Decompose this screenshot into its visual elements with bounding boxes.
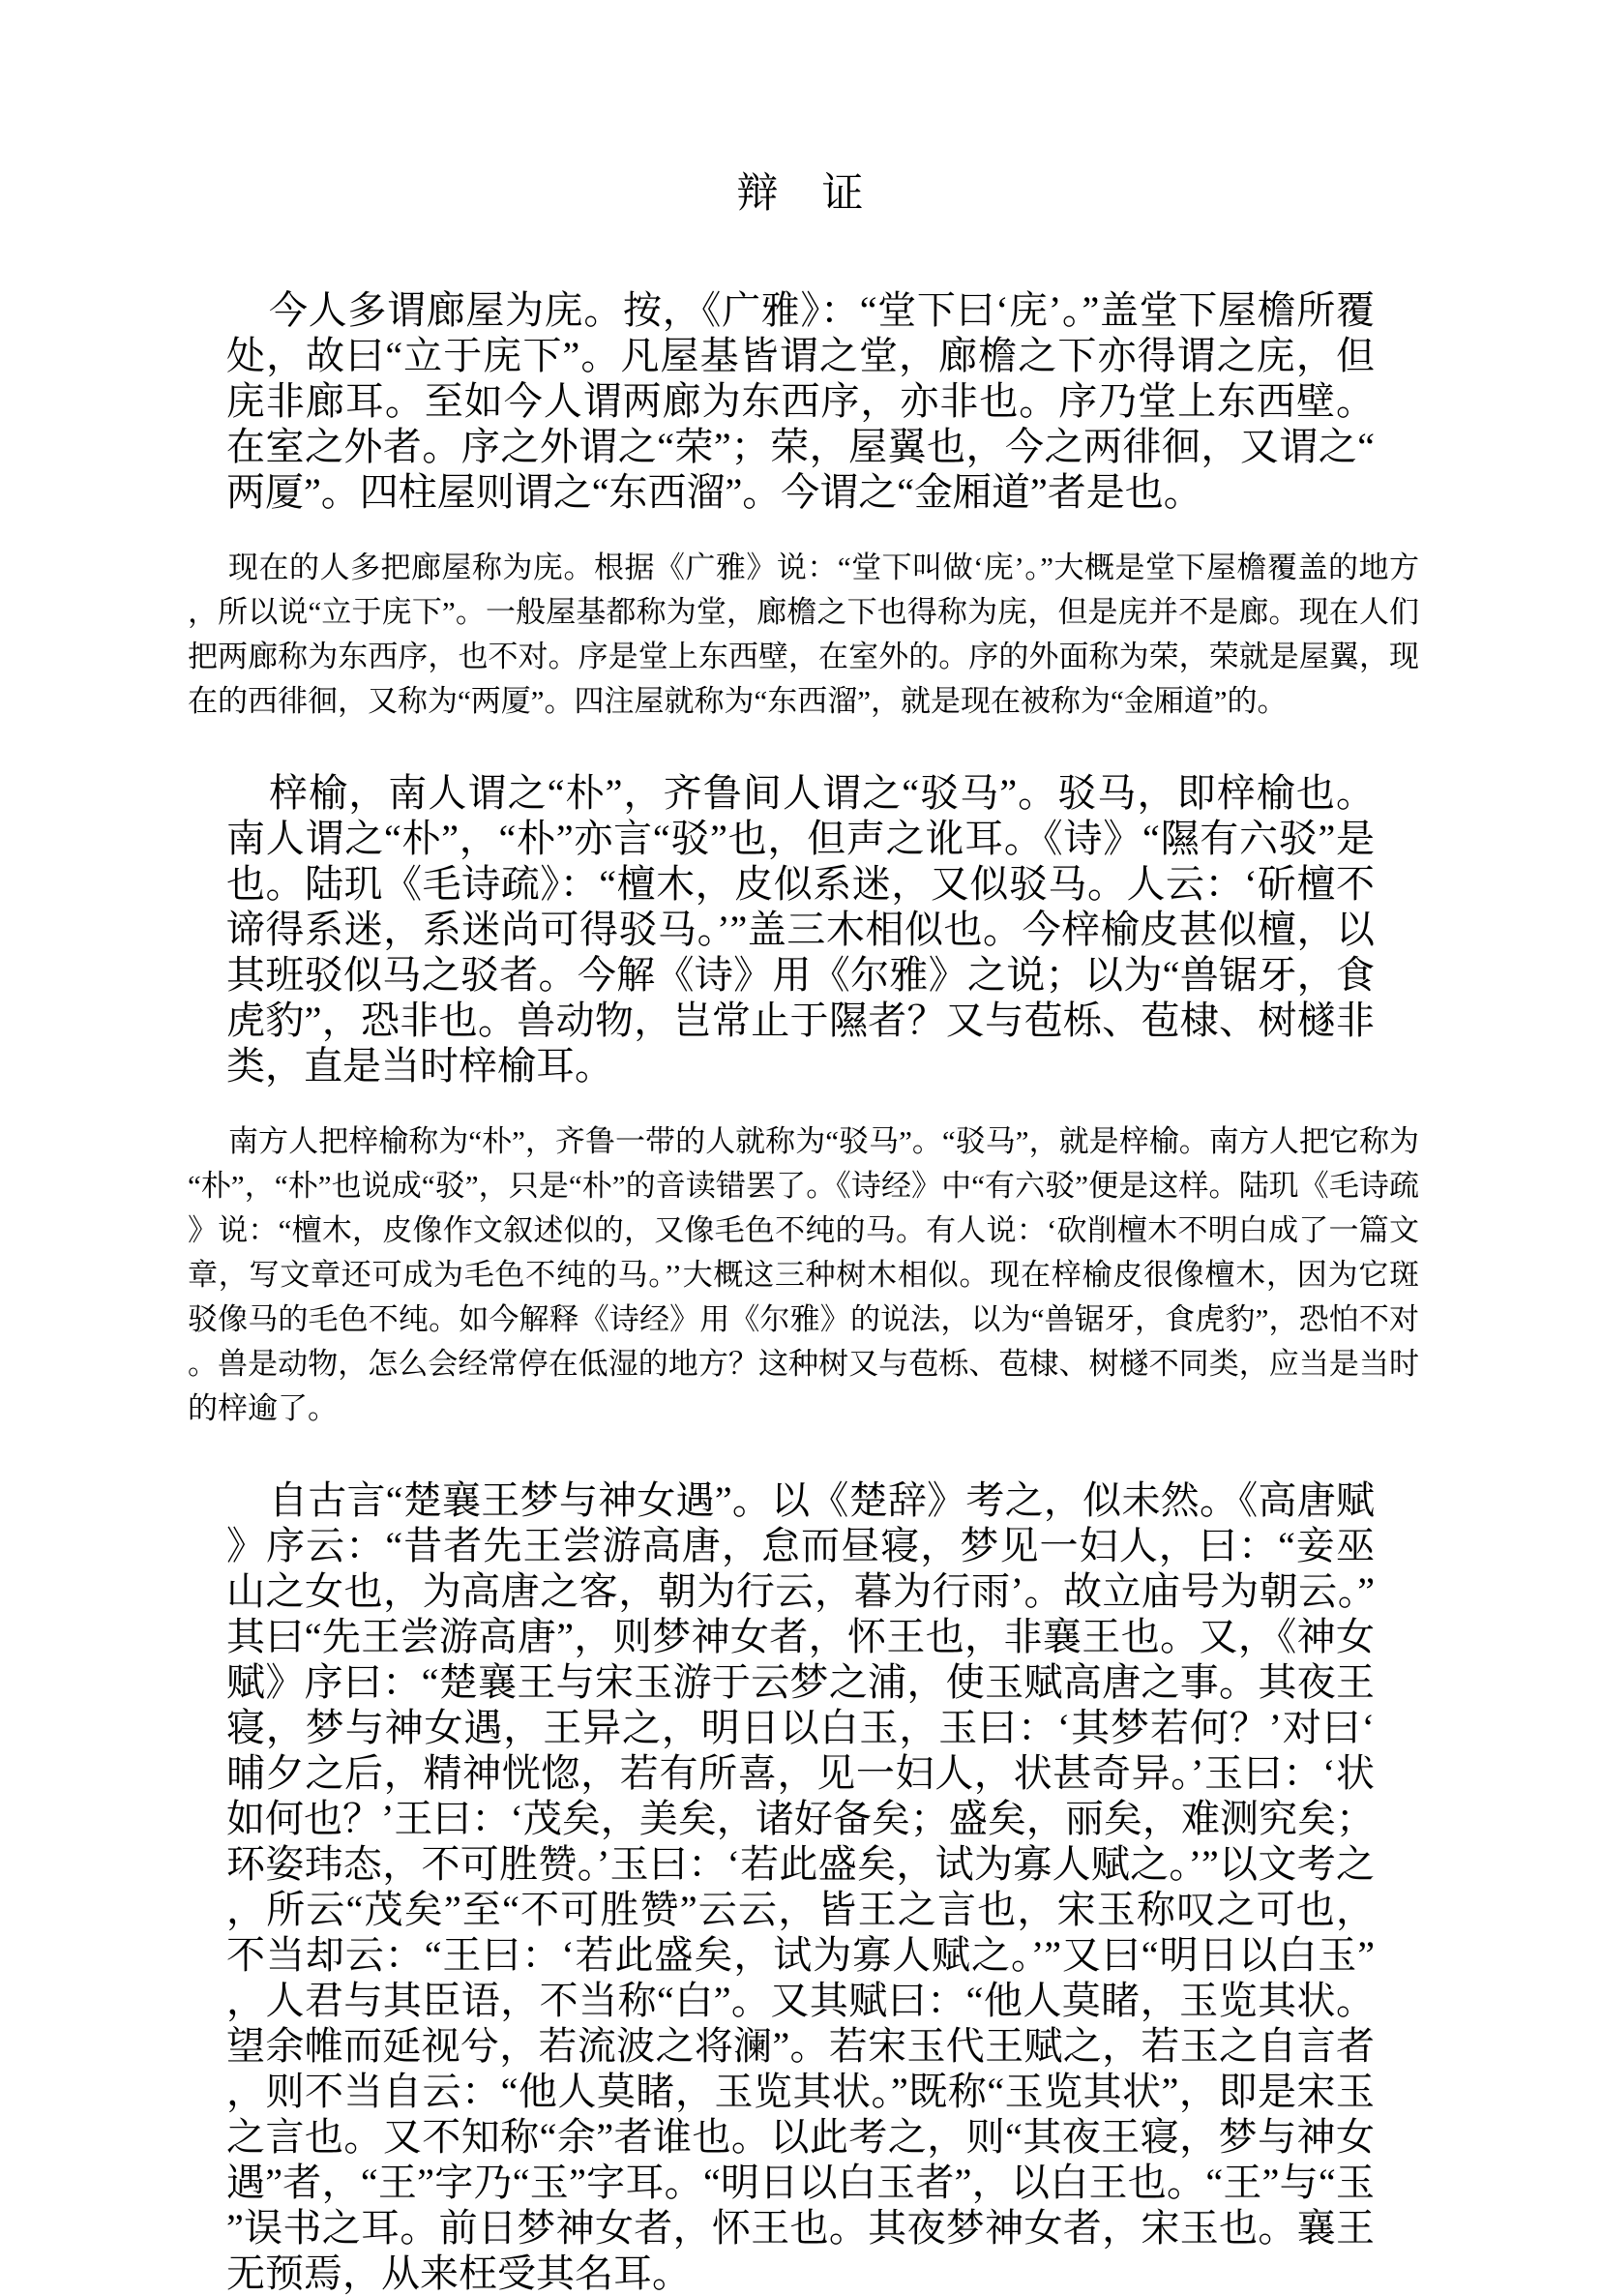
page-title: 辩 证 [736, 171, 865, 217]
classical-paragraph-2: 梓榆，南人谓之“朴”，齐鲁间人谓之“驳马”。驳马，即梓榆也。南人谓之“朴”，“朴”亦言“驳”也，但声之讹耳。《诗》“隰有六驳”是也。陆玑《毛诗疏》：“檀木，皮似系迷，又似驳马。人云：‘斫檀不谛得系迷，系迷尚可得驳马。’”盖三木相似也。今梓榆皮甚似檀，以其班驳似马之驳者。今解《诗》用《尔雅》之说；以为“兽锯牙，食虎豹”，恐非也。兽动物，岂常止于隰者？又与苞栎、苞棣、树檖非类，直是当时梓榆耳。 [226, 771, 1375, 1088]
classical-paragraph-3: 自古言“楚襄王梦与神女遇”。以《楚辞》考之，似未然。《高唐赋》序云：“昔者先王尝游高唐，怠而昼寝，梦见一妇人，曰：“妾巫山之女也，为高唐之客，朝为行云，暮为行雨’。故立庙号为朝云。”其曰“先王尝游高唐”，则梦神女者，怀王也，非襄王也。又，《神女赋》序曰：“楚襄王与宋玉游于云梦之浦，使玉赋高唐之事。其夜王寝，梦与神女遇，王异之，明日以白玉，玉曰：‘其梦若何？’对曰‘晡夕之后，精神恍惚，若有所喜，见一妇人，状甚奇异。’玉曰：‘状如何也？’王曰：‘茂矣，美矣，诸好备矣；盛矣，丽矣，难测究矣；环姿玮态，不可胜赞。’玉曰：‘若此盛矣，试为寡人赋之。’”以文考之，所云“茂矣”至“不可胜赞”云云，皆王之言也，宋玉称叹之可也，不当却云：“王曰：‘若此盛矣，试为寡人赋之。’”又曰“明日以白玉”，人君与其臣语，不当称“白”。又其赋曰：“他人莫睹，玉览其状。望余帷而延视兮，若流波之将澜”。若宋玉代王赋之，若玉之自言者，则不当自云：“他人莫睹，玉览其状。”既称“玉览其状”，即是宋玉之言也。又不知称“余”者谁也。以此考之，则“其夜王寝，梦与神女遇”者，“王”字乃“玉”字耳。“明日以白玉者”，以白王也。“王”与“玉”误书之耳。前日梦神女者，怀王也。其夜梦神女者，宋玉也。襄王无预焉，从来枉受其名耳。 [226, 1478, 1375, 2296]
translation-paragraph-2: 南方人把梓榆称为“朴”，齐鲁一带的人就称为“驳马”。“驳马”，就是梓榆。南方人把它称为“朴”，“朴”也说成“驳”，只是“朴”的音读错罢了。《诗经》中“有六驳”便是这样。陆玑《毛诗疏》说：“檀木，皮像作文叙述似的，又像毛色不纯的马。有人说：‘砍削檀木不明白成了一篇文章，写文章还可成为毛色不纯的马。’’大概这三种树木相似。现在梓榆皮很像檀木，因为它斑驳像马的毛色不纯。如今解释《诗经》用《尔雅》的说法，以为“兽锯牙，食虎豹”，恐怕不对。兽是动物，怎么会经常停在低湿的地方？这种树又与苞栎、苞棣、树檖不同类，应当是当时的梓逾了。 [188, 1124, 1419, 1426]
classical-paragraph-1: 今人多谓廊屋为庑。按，《广雅》：“堂下曰‘庑’。”盖堂下屋檐所覆处，故曰“立于庑下”。凡屋基皆谓之堂，廊檐之下亦得谓之庑，但庑非廊耳。至如今人谓两廊为东西序，亦非也。序乃堂上东西壁。在室之外者。序之外谓之“荣”；荣，屋翼也，今之两徘徊，又谓之“两厦”。四柱屋则谓之“东西溜”。今谓之“金厢道”者是也。 [226, 288, 1375, 515]
translation-paragraph-1: 现在的人多把廊屋称为庑。根据《广雅》说：“堂下叫做‘庑’。”大概是堂下屋檐覆盖的地方，所以说“立于庑下”。一般屋基都称为堂，廊檐之下也得称为庑，但是庑并不是廊。现在人们把两廊称为东西序，也不对。序是堂上东西壁，在室外的。序的外面称为荣，荣就是屋翼，现在的西徘徊，又称为“两厦”。四注屋就称为“东西溜”，就是现在被称为“金厢道”的。 [188, 551, 1419, 719]
